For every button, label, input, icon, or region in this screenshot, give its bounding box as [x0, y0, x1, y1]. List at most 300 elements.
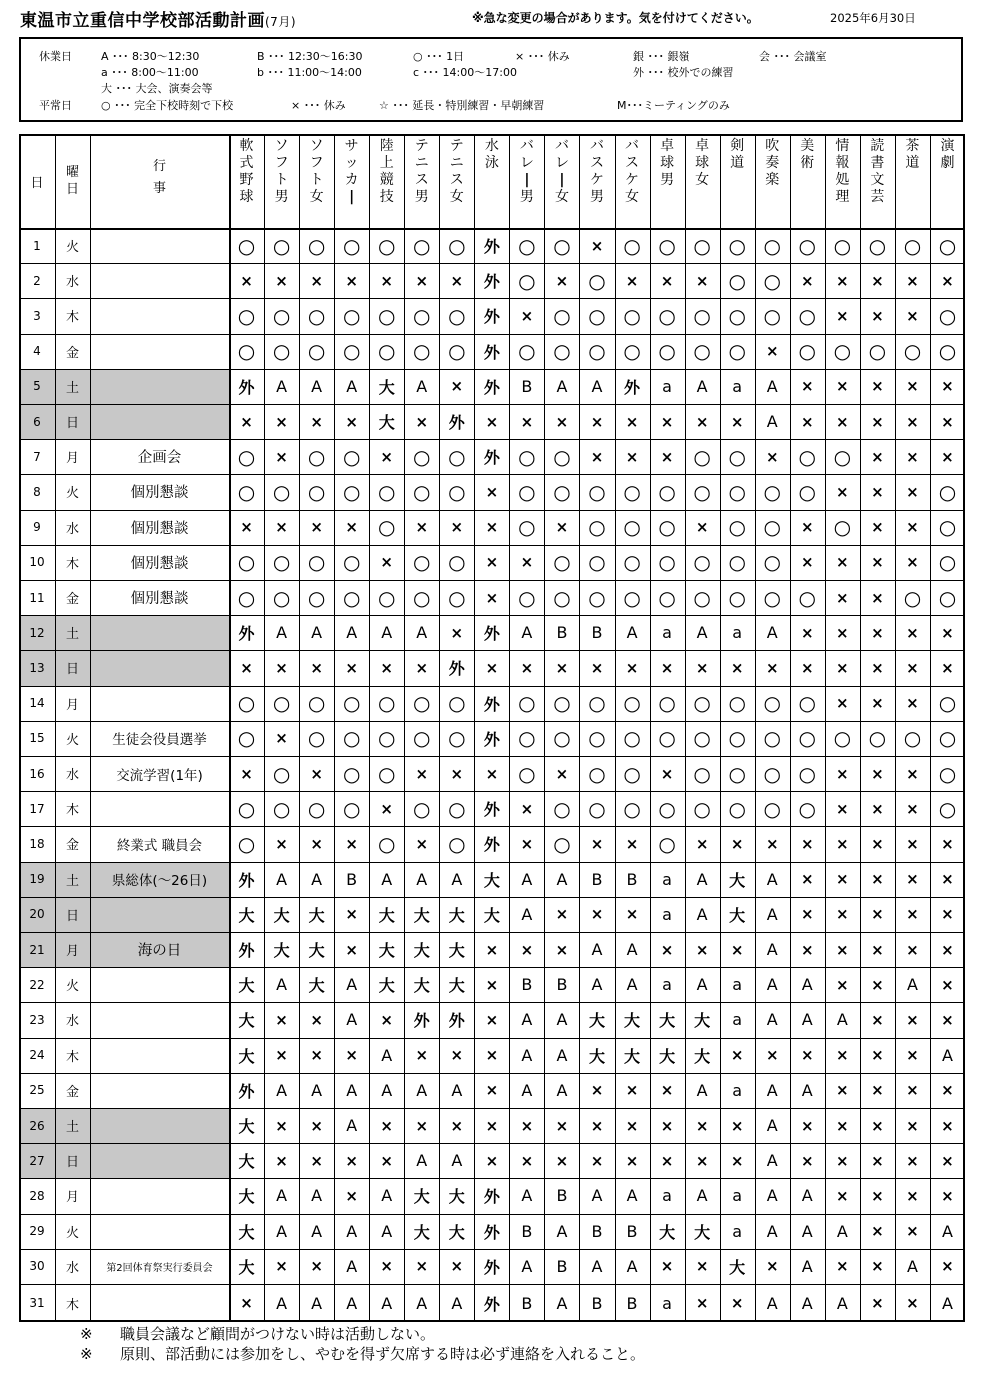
weekday: 火: [65, 486, 79, 502]
schedule-cell: ×: [345, 834, 358, 853]
schedule-cell: B: [521, 376, 533, 396]
schedule-cell: 外: [413, 1011, 430, 1031]
schedule-cell: ×: [660, 940, 674, 959]
schedule-cell: ×: [765, 834, 779, 853]
schedule-cell: A: [696, 975, 708, 995]
schedule-cell: ×: [941, 1081, 954, 1100]
schedule-cell: ×: [660, 764, 674, 783]
schedule-cell: ×: [555, 658, 569, 677]
schedule-cell: A: [276, 975, 288, 995]
schedule-cell: ○: [763, 303, 781, 328]
schedule-cell: ×: [800, 1046, 814, 1065]
schedule-cell: ×: [836, 764, 849, 783]
schedule-cell: 大: [659, 1046, 676, 1066]
schedule-cell: ×: [590, 412, 604, 431]
schedule-cell: ○: [693, 550, 711, 575]
schedule-cell: ×: [415, 1046, 429, 1065]
schedule-cell: ○: [588, 585, 606, 610]
schedule-cell: ○: [658, 550, 676, 575]
schedule-cell: ○: [307, 339, 326, 364]
schedule-cell: ×: [520, 412, 534, 431]
schedule-cell: ○: [342, 233, 361, 258]
schedule-cell: 大: [308, 976, 325, 996]
schedule-cell: ○: [518, 339, 536, 364]
weekday: 金: [65, 345, 79, 361]
schedule-cell: ○: [623, 233, 641, 258]
schedule-cell: 外: [483, 448, 500, 468]
schedule-cell: A: [836, 1221, 848, 1241]
grid-line: [19, 615, 965, 616]
schedule-cell: ×: [345, 940, 358, 959]
schedule-cell: ×: [836, 412, 849, 431]
schedule-cell: ○: [763, 691, 781, 716]
schedule-cell: a: [732, 1221, 743, 1241]
schedule-cell: ×: [625, 447, 639, 466]
schedule-cell: ×: [906, 482, 919, 501]
schedule-cell: ×: [310, 1046, 323, 1065]
grid-line: [19, 1284, 965, 1285]
schedule-cell: ×: [555, 518, 569, 537]
schedule-cell: ×: [380, 1116, 393, 1135]
schedule-cell: 外: [624, 377, 641, 397]
schedule-cell: ○: [342, 585, 361, 610]
grid-line: [19, 1073, 965, 1074]
schedule-cell: ×: [730, 1046, 744, 1065]
schedule-cell: ○: [623, 550, 641, 575]
grid-line: [19, 134, 965, 136]
schedule-cell: ×: [730, 834, 744, 853]
schedule-cell: ×: [415, 834, 429, 853]
schedule-cell: ×: [415, 412, 429, 431]
schedule-cell: B: [626, 1293, 638, 1313]
schedule-cell: 大: [448, 905, 465, 925]
schedule-cell: ×: [906, 623, 919, 642]
schedule-cell: ×: [906, 799, 919, 818]
schedule-cell: ×: [275, 412, 288, 431]
schedule-cell: ×: [730, 1294, 744, 1312]
schedule-cell: A: [766, 904, 778, 924]
schedule-cell: ×: [906, 1186, 919, 1205]
schedule-cell: ×: [730, 1151, 744, 1170]
schedule-cell: ×: [836, 623, 849, 642]
schedule-cell: A: [521, 1080, 533, 1100]
weekday: 水: [65, 1014, 79, 1030]
schedule-cell: ×: [275, 658, 288, 677]
schedule-cell: ○: [588, 339, 606, 364]
schedule-cell: 大: [238, 1011, 255, 1031]
schedule-cell: A: [346, 1221, 358, 1241]
grid-line: [19, 756, 965, 757]
schedule-cell: ×: [625, 658, 639, 677]
schedule-cell: ×: [310, 1257, 323, 1276]
schedule-cell: ×: [906, 658, 919, 677]
schedule-cell: ×: [800, 412, 814, 431]
schedule-cell: ○: [553, 831, 571, 856]
schedule-cell: ×: [345, 658, 358, 677]
schedule-cell: ○: [693, 233, 711, 258]
schedule-cell: A: [696, 1080, 708, 1100]
schedule-cell: ○: [307, 233, 326, 258]
schedule-cell: ×: [380, 799, 393, 818]
schedule-cell: ×: [345, 1186, 358, 1205]
day-number: 8: [33, 484, 41, 499]
schedule-cell: ○: [588, 550, 606, 575]
grid-line: [19, 967, 965, 968]
club-header: 卓 球 女: [695, 138, 710, 188]
schedule-cell: A: [276, 1080, 288, 1100]
schedule-cell: A: [276, 1293, 288, 1313]
schedule-cell: ×: [485, 518, 499, 537]
schedule-cell: A: [416, 623, 428, 643]
schedule-cell: ○: [623, 515, 641, 540]
day-number: 1: [33, 238, 41, 253]
schedule-cell: ×: [695, 1151, 709, 1170]
schedule-cell: A: [276, 869, 288, 889]
schedule-cell: ×: [941, 1186, 954, 1205]
schedule-cell: ○: [377, 515, 396, 540]
schedule-cell: A: [311, 869, 323, 889]
schedule-cell: A: [276, 376, 288, 396]
schedule-cell: ○: [237, 479, 256, 504]
weekday: 月: [65, 697, 79, 713]
schedule-cell: ×: [590, 1081, 604, 1100]
schedule-cell: ○: [377, 726, 396, 751]
schedule-cell: A: [521, 1186, 533, 1206]
schedule-cell: A: [381, 1045, 393, 1065]
schedule-cell: ○: [272, 761, 291, 786]
schedule-cell: ×: [310, 1151, 323, 1170]
schedule-cell: A: [521, 904, 533, 924]
schedule-cell: ×: [520, 940, 534, 959]
schedule-cell: ○: [728, 444, 746, 469]
schedule-cell: ○: [553, 303, 571, 328]
schedule-cell: 大: [308, 905, 325, 925]
schedule-cell: ×: [345, 412, 358, 431]
schedule-cell: ○: [237, 233, 256, 258]
schedule-cell: A: [521, 623, 533, 643]
schedule-cell: ○: [833, 444, 852, 469]
grid-line: [19, 1143, 965, 1144]
grid-line: [19, 862, 965, 863]
club-header: 陸 上 競 技: [379, 138, 394, 205]
schedule-cell: 大: [238, 905, 255, 925]
schedule-cell: 大: [483, 905, 500, 925]
schedule-cell: ×: [906, 1046, 919, 1065]
schedule-cell: A: [556, 869, 568, 889]
day-number: 31: [29, 1296, 45, 1310]
schedule-cell: 大: [624, 1011, 641, 1031]
schedule-cell: A: [766, 1293, 778, 1313]
schedule-cell: ○: [763, 268, 781, 293]
schedule-cell: ○: [623, 585, 641, 610]
schedule-cell: ×: [800, 905, 814, 924]
schedule-cell: ×: [871, 1257, 884, 1276]
schedule-cell: ×: [520, 799, 534, 818]
schedule-cell: ×: [871, 1116, 884, 1135]
page-title: 東温市立重信中学校部活動計画(7月): [20, 11, 296, 31]
grid-line: [19, 474, 965, 475]
schedule-cell: A: [451, 1080, 463, 1100]
schedule-cell: ○: [237, 444, 256, 469]
schedule-cell: ○: [623, 726, 641, 751]
schedule-cell: ×: [941, 905, 954, 924]
schedule-cell: ×: [871, 764, 884, 783]
grid-line: [19, 1320, 965, 1322]
grid-line: [19, 404, 965, 405]
schedule-cell: ○: [272, 339, 291, 364]
weekday: 火: [65, 1225, 79, 1241]
schedule-cell: ○: [553, 796, 571, 821]
schedule-cell: ○: [448, 444, 466, 469]
schedule-cell: ○: [307, 796, 326, 821]
schedule-cell: ×: [941, 1257, 954, 1276]
schedule-cell: ○: [553, 233, 571, 258]
event-header: 行 事: [152, 159, 166, 196]
schedule-cell: ○: [728, 761, 746, 786]
schedule-cell: ○: [553, 585, 571, 610]
schedule-cell: ○: [868, 339, 887, 364]
schedule-cell: ×: [800, 553, 814, 572]
schedule-cell: ○: [763, 761, 781, 786]
schedule-cell: A: [801, 1010, 813, 1030]
legend-weekday-label: 平常日: [39, 99, 72, 112]
schedule-cell: ×: [871, 1046, 884, 1065]
event-cell: 生徒会役員選挙: [112, 732, 207, 749]
day-number: 10: [29, 555, 45, 570]
schedule-cell: ×: [906, 905, 919, 924]
schedule-cell: a: [732, 376, 743, 396]
schedule-cell: ×: [660, 271, 674, 290]
schedule-cell: ×: [275, 518, 288, 537]
schedule-cell: 大: [448, 1222, 465, 1242]
schedule-cell: ○: [413, 796, 431, 821]
event-cell: 個別懇談: [130, 591, 189, 608]
schedule-cell: ×: [800, 870, 814, 889]
schedule-cell: ○: [693, 796, 711, 821]
legend-item: ○ ･･･ 完全下校時刻で下校: [101, 99, 234, 112]
schedule-cell: A: [696, 1186, 708, 1206]
schedule-cell: 外: [448, 659, 465, 679]
schedule-cell: ○: [938, 303, 957, 328]
schedule-cell: A: [591, 1186, 603, 1206]
schedule-cell: A: [801, 1186, 813, 1206]
schedule-cell: ○: [693, 585, 711, 610]
schedule-cell: ×: [415, 658, 429, 677]
schedule-cell: ○: [658, 726, 676, 751]
schedule-cell: ×: [730, 412, 744, 431]
club-header: テ ニ ス 女: [449, 138, 464, 205]
schedule-cell: A: [626, 623, 638, 643]
schedule-cell: ○: [307, 585, 326, 610]
schedule-cell: A: [416, 869, 428, 889]
event-cell: [90, 228, 229, 263]
schedule-cell: ×: [906, 518, 919, 537]
schedule-cell: ×: [590, 1151, 604, 1170]
schedule-cell: ×: [485, 658, 499, 677]
day-number: 24: [29, 1048, 45, 1063]
schedule-cell: ×: [765, 342, 779, 361]
legend-item: A ･･･ 8:30〜12:30: [101, 50, 200, 63]
schedule-cell: 大: [378, 905, 395, 925]
weekday: 月: [65, 944, 79, 960]
schedule-cell: ○: [553, 444, 571, 469]
schedule-cell: ×: [450, 1257, 464, 1276]
schedule-cell: ×: [310, 271, 323, 290]
schedule-cell: ×: [695, 271, 709, 290]
schedule-cell: ○: [623, 796, 641, 821]
schedule-cell: B: [521, 1221, 533, 1241]
schedule-cell: ○: [448, 339, 466, 364]
schedule-cell: ○: [272, 233, 291, 258]
day-number: 21: [29, 942, 45, 957]
schedule-cell: B: [591, 1221, 603, 1241]
schedule-cell: ○: [798, 761, 816, 786]
schedule-cell: ○: [903, 585, 922, 610]
event-cell: [90, 1002, 229, 1037]
schedule-cell: ○: [833, 726, 852, 751]
event-cell: [90, 334, 229, 369]
event-cell: 個別懇談: [130, 485, 189, 502]
schedule-cell: ○: [448, 303, 466, 328]
event-cell: 第2回体育祭実行委員会: [106, 1262, 213, 1274]
day-number: 13: [29, 660, 45, 675]
day-number: 15: [29, 731, 45, 746]
schedule-cell: ×: [836, 694, 849, 713]
schedule-cell: ×: [520, 1151, 534, 1170]
schedule-cell: ×: [941, 870, 954, 889]
grid-line: [19, 897, 965, 898]
club-header: ソ フ ト 男: [274, 138, 289, 205]
schedule-cell: ×: [941, 1116, 954, 1135]
schedule-cell: ×: [800, 271, 814, 290]
schedule-cell: ×: [450, 1116, 464, 1135]
schedule-cell: ×: [275, 1010, 288, 1029]
schedule-cell: ×: [871, 1294, 884, 1312]
schedule-cell: ○: [588, 268, 606, 293]
schedule-cell: A: [311, 1221, 323, 1241]
event-cell: [90, 1038, 229, 1073]
schedule-cell: ×: [871, 306, 884, 325]
day-number: 5: [33, 379, 41, 394]
day-number: 22: [29, 977, 45, 992]
weekday: 金: [65, 592, 79, 608]
schedule-cell: ○: [833, 339, 852, 364]
weekday: 土: [65, 1120, 79, 1136]
month-label: (7月): [265, 15, 296, 29]
schedule-cell: ×: [380, 447, 393, 466]
schedule-cell: 大: [273, 905, 290, 925]
schedule-cell: ○: [518, 233, 536, 258]
schedule-cell: ×: [415, 1116, 429, 1135]
schedule-cell: ○: [868, 233, 887, 258]
schedule-cell: ○: [658, 233, 676, 258]
schedule-cell: B: [521, 1293, 533, 1313]
schedule-cell: ×: [240, 1294, 253, 1312]
schedule-cell: ×: [380, 658, 393, 677]
schedule-cell: ×: [836, 1046, 849, 1065]
event-cell: 交流学習(1年): [116, 767, 203, 784]
schedule-cell: B: [591, 1293, 603, 1313]
footer-notes: [80, 1324, 645, 1364]
schedule-cell: ○: [588, 726, 606, 751]
schedule-cell: A: [941, 1293, 953, 1313]
weekday: 水: [65, 521, 79, 537]
club-header: テ ニ ス 男: [414, 138, 429, 205]
schedule-cell: ○: [728, 268, 746, 293]
schedule-cell: A: [591, 376, 603, 396]
event-cell: [90, 967, 229, 1002]
schedule-cell: ×: [941, 658, 954, 677]
schedule-cell: ×: [906, 553, 919, 572]
schedule-cell: A: [346, 623, 358, 643]
schedule-cell: 大: [659, 1222, 676, 1242]
day-number: 26: [29, 1118, 45, 1133]
schedule-cell: ×: [485, 764, 499, 783]
schedule-cell: a: [662, 904, 672, 924]
schedule-cell: 大: [413, 976, 430, 996]
schedule-cell: ×: [871, 658, 884, 677]
schedule-cell: ×: [625, 271, 639, 290]
schedule-cell: ○: [377, 233, 396, 258]
schedule-cell: ×: [275, 1151, 288, 1170]
schedule-cell: ×: [906, 694, 919, 713]
schedule-cell: ×: [836, 1186, 849, 1205]
schedule-cell: ×: [906, 1081, 919, 1100]
grid-line: [19, 1249, 965, 1250]
schedule-cell: ○: [448, 726, 466, 751]
schedule-cell: A: [556, 1221, 568, 1241]
weekday: 月: [65, 1190, 79, 1206]
schedule-cell: A: [556, 1010, 568, 1030]
schedule-cell: ×: [871, 447, 884, 466]
schedule-cell: ×: [485, 1010, 499, 1029]
schedule-cell: 大: [378, 377, 395, 397]
schedule-cell: ×: [906, 1151, 919, 1170]
schedule-cell: ×: [380, 271, 393, 290]
schedule-cell: ○: [693, 761, 711, 786]
schedule-cell: ×: [941, 271, 954, 290]
schedule-cell: 大: [483, 870, 500, 890]
event-cell: [90, 650, 229, 685]
legend-item: ☆ ･･･ 延長・特別練習・早朝練習: [379, 99, 545, 112]
club-header: 吹 奏 楽: [765, 138, 780, 188]
schedule-cell: A: [346, 975, 358, 995]
schedule-cell: ×: [275, 1116, 288, 1135]
schedule-cell: ○: [938, 515, 957, 540]
schedule-cell: ○: [798, 303, 816, 328]
schedule-cell: ○: [728, 339, 746, 364]
schedule-cell: 外: [483, 342, 500, 362]
day-number: 20: [29, 907, 45, 922]
schedule-cell: 大: [238, 1152, 255, 1172]
day-number: 6: [33, 414, 41, 429]
schedule-cell: ○: [342, 726, 361, 751]
club-header: 美 術: [800, 138, 815, 171]
schedule-cell: ×: [345, 1046, 358, 1065]
grid-line: [19, 334, 965, 335]
schedule-cell: ×: [695, 1116, 709, 1135]
schedule-cell: ○: [658, 831, 676, 856]
schedule-cell: A: [836, 1010, 848, 1030]
schedule-cell: ○: [763, 585, 781, 610]
schedule-cell: ○: [798, 339, 816, 364]
day-number: 30: [29, 1259, 45, 1274]
schedule-cell: A: [766, 1151, 778, 1171]
schedule-cell: A: [346, 1010, 358, 1030]
schedule-cell: ○: [272, 303, 291, 328]
schedule-cell: ○: [763, 796, 781, 821]
schedule-cell: B: [591, 869, 603, 889]
